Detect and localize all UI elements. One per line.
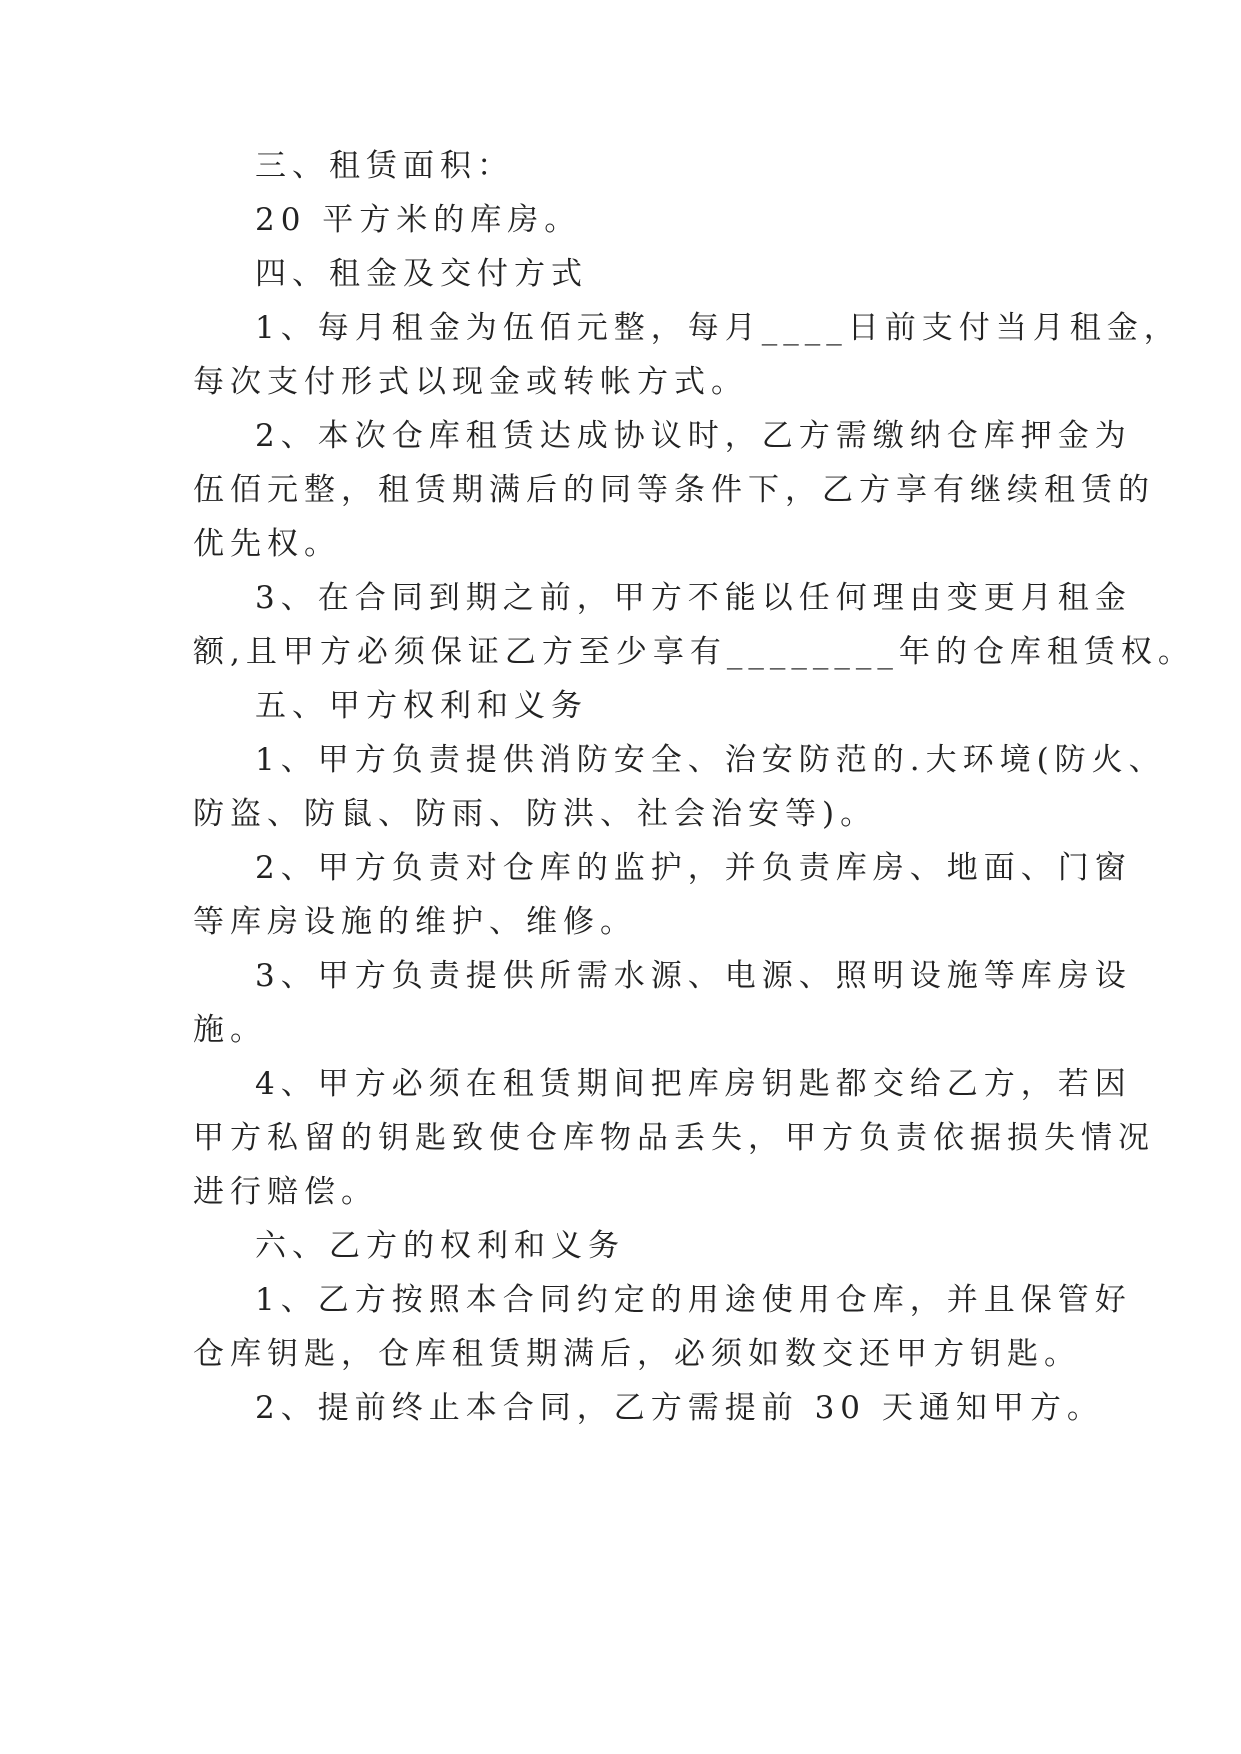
clause-5-1-line-1: 1、甲方负责提供消防安全、治安防范的.大环境(防火、	[255, 742, 1166, 778]
section-6-heading: 六、乙方的权利和义务	[255, 1228, 625, 1264]
clause-4-1-line-2: 每次支付形式以现金或转帐方式。	[193, 364, 748, 400]
area-detail: 20 平方米的库房。	[255, 202, 582, 238]
clause-4-1-line-1: 1、每月租金为伍佰元整，每月____日前支付当月租金，	[255, 310, 1181, 346]
clause-4-3-line-2: 额,且甲方必须保证乙方至少享有________年的仓库租赁权。	[193, 634, 1195, 670]
clause-5-4-line-1: 4、甲方必须在租赁期间把库房钥匙都交给乙方，若因	[255, 1066, 1132, 1102]
clause-4-2-line-3: 优先权。	[193, 526, 341, 562]
clause-5-2-line-2: 等库房设施的维护、维修。	[193, 904, 637, 940]
clause-5-3-line-2: 施。	[193, 1012, 267, 1048]
clause-5-1-line-2: 防盗、防鼠、防雨、防洪、社会治安等)。	[193, 796, 878, 832]
clause-5-2-line-1: 2、甲方负责对仓库的监护，并负责库房、地面、门窗	[255, 850, 1132, 886]
clause-6-2-line-1: 2、提前终止本合同，乙方需提前 30 天通知甲方。	[255, 1390, 1104, 1426]
section-5-heading: 五、甲方权利和义务	[255, 688, 588, 724]
clause-4-2-line-2: 伍佰元整，租赁期满后的同等条件下，乙方享有继续租赁的	[193, 472, 1155, 508]
clause-5-3-line-1: 3、甲方负责提供所需水源、电源、照明设施等库房设	[255, 958, 1132, 994]
section-4-heading: 四、租金及交付方式	[255, 256, 588, 292]
clause-6-1-line-2: 仓库钥匙，仓库租赁期满后，必须如数交还甲方钥匙。	[193, 1336, 1081, 1372]
section-3-heading: 三、租赁面积：	[255, 148, 514, 184]
clause-4-3-line-1: 3、在合同到期之前，甲方不能以任何理由变更月租金	[255, 580, 1132, 616]
clause-5-4-line-3: 进行赔偿。	[193, 1174, 378, 1210]
clause-4-2-line-1: 2、本次仓库租赁达成协议时，乙方需缴纳仓库押金为	[255, 418, 1132, 454]
clause-5-4-line-2: 甲方私留的钥匙致使仓库物品丢失，甲方负责依据损失情况	[193, 1120, 1155, 1156]
clause-6-1-line-1: 1、乙方按照本合同约定的用途使用仓库，并且保管好	[255, 1282, 1132, 1318]
